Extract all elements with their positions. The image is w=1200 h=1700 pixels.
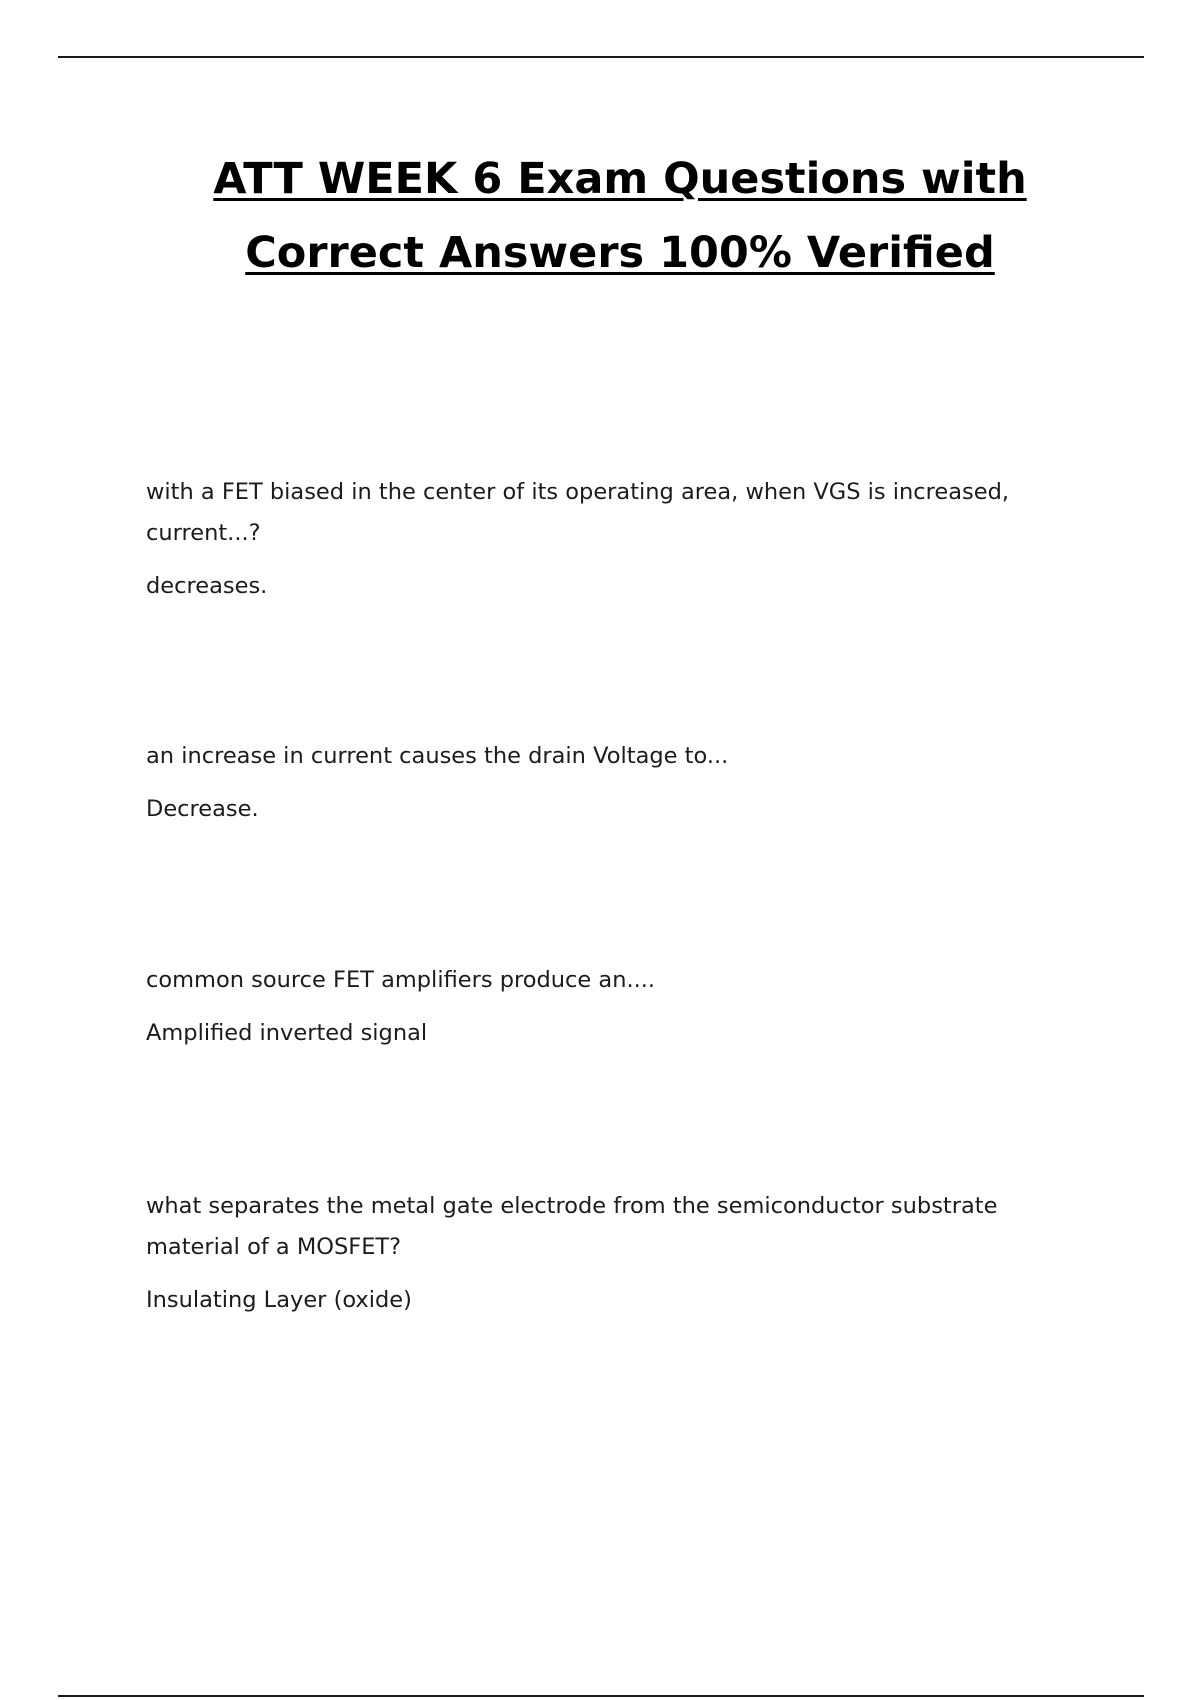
top-rule — [58, 56, 1144, 58]
answer-text: decreases. — [146, 573, 268, 599]
question-text: common source FET amplifiers produce an.... — [146, 967, 656, 993]
document-title — [0, 142, 1200, 290]
answer-text: Decrease. — [146, 796, 259, 822]
question-text: an increase in current causes the drain Voltage to... — [146, 743, 729, 769]
question-text: what separates the metal gate electrode from the semiconductor substrate material of a MOSFET? — [146, 1193, 998, 1260]
qa-item-4 — [146, 1186, 1066, 1321]
question-text: with a FET biased in the center of its operating area, when VGS is increased, current...? — [146, 479, 1010, 546]
qa-item-2 — [146, 736, 1066, 830]
qa-item-1 — [146, 472, 1066, 607]
bottom-rule — [58, 1695, 1144, 1697]
title-line-2: Correct Answers 100% Verified — [245, 228, 995, 278]
answer-text: Amplified inverted signal — [146, 1020, 428, 1046]
qa-item-3 — [146, 960, 1066, 1054]
title-line-1: ATT WEEK 6 Exam Questions with — [213, 154, 1027, 204]
answer-text: Insulating Layer (oxide) — [146, 1287, 412, 1313]
